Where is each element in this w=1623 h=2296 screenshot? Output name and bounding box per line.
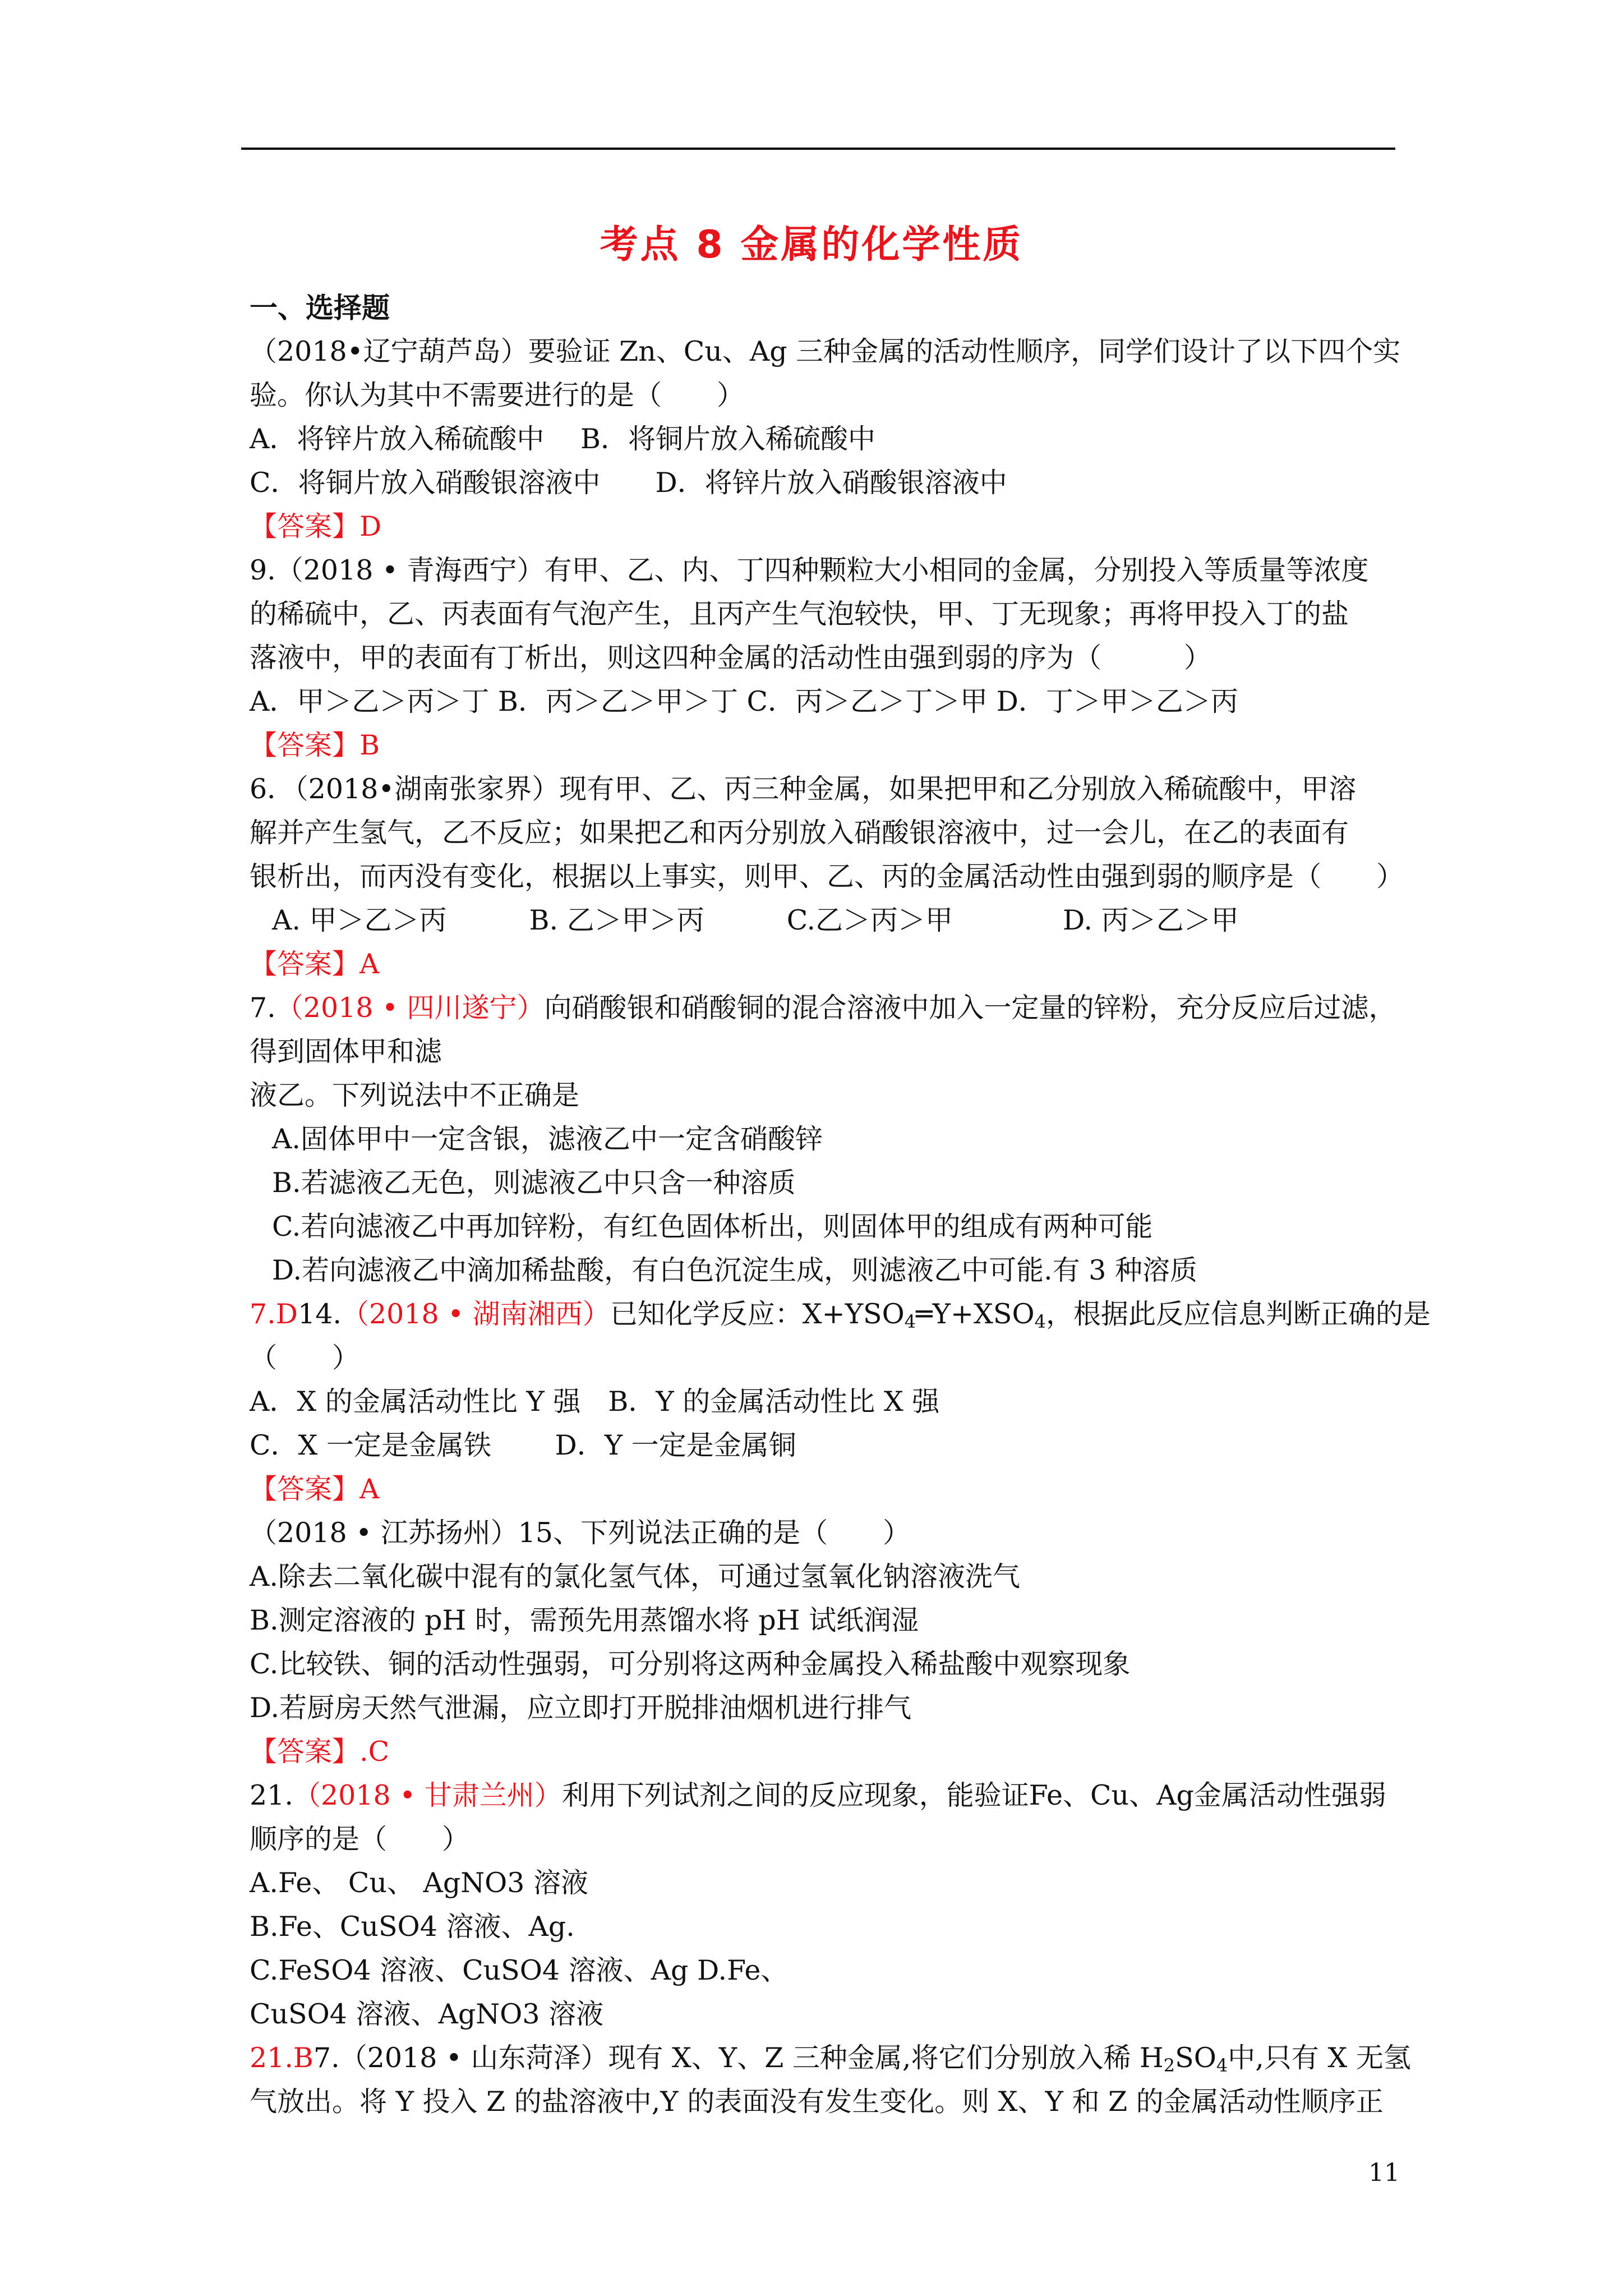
stem-part: ，根据此反应信息判断正确的是 <box>1046 1298 1431 1330</box>
q7-option-a: A.Fe、 Cu、 AgNO3 溶液 <box>250 1867 589 1899</box>
document-body <box>250 286 1431 2124</box>
stem-part: ═Y+XSO <box>916 1298 1035 1330</box>
answer-label: 【答案】 <box>250 510 360 542</box>
stem-part: 中,只有 X 无氢 <box>1228 2042 1411 2074</box>
question-stem: 向硝酸银和硝酸铜的混合溶液中加入一定量的锌粉，充分反应后过滤， <box>544 992 1396 1024</box>
stem-part: 7.（2018 • 山东菏泽）现有 X、Y、Z 三种金属,将它们分别放入稀 H <box>313 2042 1164 2074</box>
q4-option-a: A.固体甲中一定含银，滤液乙中一定含硝酸锌 <box>272 1123 823 1155</box>
question-source: （2018 • 四川遂宁） <box>275 992 545 1024</box>
q1-options-2: C．将铜片放入硝酸银溶液中 D．将锌片放入硝酸银溶液中 <box>250 467 1007 499</box>
q6-answer <box>250 1730 1399 1774</box>
q1-options-1: A．将锌片放入稀硫酸中 B．将铜片放入稀硫酸中 <box>250 423 875 455</box>
answer-value: .C <box>359 1736 390 1768</box>
q7-line-2: 顺序的是（ ） <box>250 1823 470 1855</box>
q6-option-d: D.若厨房天然气泄漏，应立即打开脱排油烟机进行排气 <box>250 1692 912 1724</box>
stem-part: 已知化学反应：X+YSO <box>610 1298 905 1330</box>
answer-label: 【答案】 <box>250 729 360 761</box>
page-title: 考点 8 金属的化学性质 <box>600 223 1023 267</box>
question-prefix: 21.B <box>250 2042 313 2074</box>
q4-line-3: 液乙。下列说法中不正确是 <box>250 1079 580 1111</box>
q1-line-1: （2018•辽宁葫芦岛）要验证 Zn、Cu、Ag 三种金属的活动性顺序，同学们设计了以下四个实 <box>250 335 1401 367</box>
q5-answer <box>250 1467 1399 1511</box>
q6-option-b: B.测定溶液的 pH 时，需预先用蒸馏水将 pH 试纸润湿 <box>250 1604 919 1636</box>
q2-line-3: 落液中，甲的表面有丁析出，则这四种金属的活动性由强到弱的序为（ ） <box>250 642 1212 674</box>
answer-value: D <box>359 510 382 542</box>
q1-line-2: 验。你认为其中不需要进行的是（ ） <box>250 379 745 411</box>
q1-answer <box>250 505 1399 549</box>
q4-option-b: B.若滤液乙无色，则滤液乙中只含一种溶质 <box>272 1167 796 1199</box>
q3-line-3: 银析出，而丙没有变化，根据以上事实，则甲、乙、丙的金属活动性由强到弱的顺序是（ ） <box>250 861 1404 892</box>
q5-options-1: A．X 的金属活动性比 Y 强 B．Y 的金属活动性比 X 强 <box>250 1386 940 1418</box>
answer-value: A <box>359 1473 380 1505</box>
q3-line-1: 6．（2018•湖南张家界）现有甲、乙、丙三种金属，如果把甲和乙分别放入稀硫酸中，甲溶 <box>250 773 1357 805</box>
q7-line-1 <box>250 1774 1399 1818</box>
answer-label: 【答案】 <box>250 948 360 980</box>
q7-option-d: CuSO4 溶液、AgNO3 溶液 <box>250 1998 604 2030</box>
q6-option-a: A.除去二氧化碳中混有的氯化氢气体，可通过氢氧化钠溶液洗气 <box>250 1561 1020 1593</box>
q2-answer <box>250 724 1399 767</box>
q7-option-b: B.Fe、CuSO4 溶液、Ag. <box>250 1911 575 1943</box>
question-stem: 利用下列试剂之间的反应现象，能验证Fe、Cu、Ag金属活动性强弱 <box>561 1779 1386 1811</box>
stem-part: SO <box>1175 2042 1216 2074</box>
q4-option-c: C.若向滤液乙中再加锌粉，有红色固体析出，则固体甲的组成有两种可能 <box>272 1211 1153 1243</box>
subscript: 4 <box>904 1311 916 1332</box>
q3-options: A. 甲＞乙＞丙 B. 乙＞甲＞丙 C.乙＞丙＞甲 D. 丙＞乙＞甲 <box>272 904 1239 936</box>
q2-line-1: 9.（2018 • 青海西宁）有甲、乙、内、丁四种颗粒大小相同的金属，分别投入等质量等浓度 <box>250 554 1369 586</box>
question-source: （2018 • 甘肃兰州） <box>293 1779 562 1811</box>
question-source: （2018 • 湖南湘西） <box>341 1298 610 1330</box>
q5-line-1 <box>250 1292 1431 1336</box>
q4-line-1 <box>250 986 1399 1030</box>
question-prefix: 7.D <box>250 1298 298 1330</box>
q3-answer <box>250 942 1399 986</box>
subscript: 4 <box>1216 2055 1228 2076</box>
subscript: 2 <box>1163 2055 1175 2076</box>
q2-options: A．甲＞乙＞丙＞丁 B．丙＞乙＞甲＞丁 C．丙＞乙＞丁＞甲 D．丁＞甲＞乙＞丙 <box>250 685 1238 717</box>
q4-line-2: 得到固体甲和滤 <box>250 1036 442 1068</box>
q8-line-2: 气放出。将 Y 投入 Z 的盐溶液中,Y 的表面没有发生变化。则 X、Y 和 Z 的金属活动性顺序正 <box>250 2086 1384 2118</box>
answer-value: A <box>359 948 380 980</box>
q5-line-2: （ ） <box>250 1342 360 1374</box>
header-rule <box>241 148 1395 150</box>
q4-option-d: D.若向滤液乙中滴加稀盐酸，有白色沉淀生成，则滤液乙中可能.有 3 种溶质 <box>272 1254 1198 1286</box>
q7-option-c: C.FeSO4 溶液、CuSO4 溶液、Ag D.Fe、 <box>250 1954 789 1986</box>
answer-label: 【答案】 <box>250 1736 360 1768</box>
subscript: 4 <box>1034 1311 1046 1332</box>
q8-line-1 <box>250 2036 1411 2080</box>
section-heading: 一、选择题 <box>250 292 390 324</box>
question-number: 7. <box>250 992 276 1024</box>
q5-options-2: C．X 一定是金属铁 D．Y 一定是金属铜 <box>250 1429 796 1461</box>
page-number: 11 <box>1368 2159 1400 2187</box>
q2-line-2: 的稀硫中，乙、丙表面有气泡产生，且丙产生气泡较快，甲、丁无现象；再将甲投入丁的盐 <box>250 598 1349 630</box>
q6-line-1: （2018 • 江苏扬州）15、下列说法正确的是（ ） <box>250 1517 911 1549</box>
answer-value: B <box>359 729 380 761</box>
q6-option-c: C.比较铁、铜的活动性强弱，可分别将这两种金属投入稀盐酸中观察现象 <box>250 1648 1131 1680</box>
question-number: 21. <box>250 1779 293 1811</box>
answer-label: 【答案】 <box>250 1473 360 1505</box>
question-number: 14. <box>298 1298 342 1330</box>
q3-line-2: 解并产生氢气，乙不反应；如果把乙和丙分别放入硝酸银溶液中，过一会儿，在乙的表面有 <box>250 817 1349 849</box>
